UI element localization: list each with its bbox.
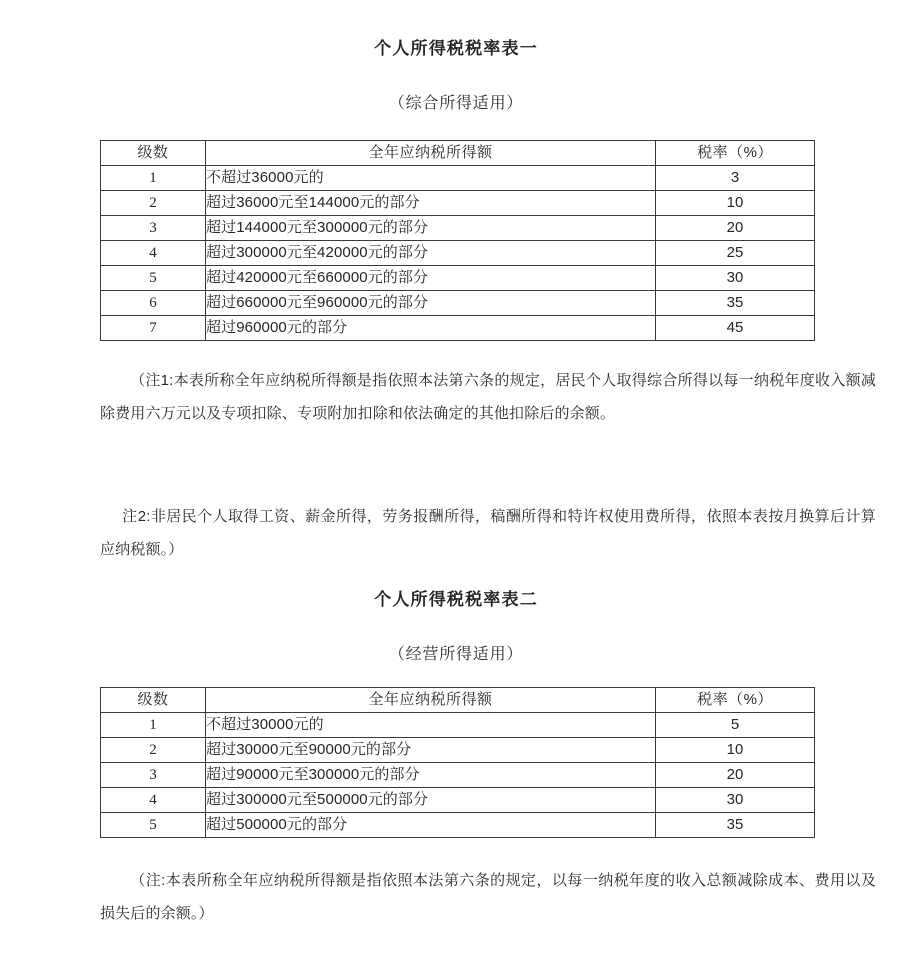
column-header-tax-rate: 税率（%） <box>656 141 815 166</box>
table-row <box>101 788 815 813</box>
table-row <box>101 713 815 738</box>
cell-tax-rate: 30 <box>656 788 815 813</box>
cell-level: 2 <box>101 191 206 216</box>
page-title-table-two: 个人所得税税率表二 <box>374 590 538 609</box>
page-subtitle-table-one: （综合所得适用） <box>388 95 524 112</box>
tax-rate-table-one <box>100 140 815 341</box>
cell-tax-rate: 30 <box>656 266 815 291</box>
cell-taxable-income: 超过144000元至300000元的部分 <box>206 216 656 241</box>
cell-tax-rate: 5 <box>656 713 815 738</box>
cell-tax-rate: 45 <box>656 316 815 341</box>
table-one-header <box>101 141 815 166</box>
note-one-text: （注1:本表所称全年应纳税所得额是指依照本法第六条的规定，居民个人取得综合所得以每一纳税年度收入额减除费用六万元以及专项扣除、专项附加扣除和依法确定的其他扣除后的余额。 <box>100 372 876 422</box>
page-title-table-one: 个人所得税税率表一 <box>374 39 538 58</box>
cell-taxable-income: 不超过36000元的 <box>206 166 656 191</box>
cell-level: 5 <box>101 266 206 291</box>
column-header-taxable-income: 全年应纳税所得额 <box>206 141 656 166</box>
table-row <box>101 266 815 291</box>
table-row <box>101 216 815 241</box>
table-row <box>101 291 815 316</box>
table-row <box>101 813 815 838</box>
table-header-row <box>101 688 815 713</box>
cell-taxable-income: 超过500000元的部分 <box>206 813 656 838</box>
cell-taxable-income: 不超过30000元的 <box>206 713 656 738</box>
cell-tax-rate: 10 <box>656 738 815 763</box>
table-row <box>101 241 815 266</box>
column-header-taxable-income: 全年应纳税所得额 <box>206 688 656 713</box>
table-header-row <box>101 141 815 166</box>
table-row <box>101 763 815 788</box>
cell-level: 4 <box>101 241 206 266</box>
cell-tax-rate: 10 <box>656 191 815 216</box>
cell-taxable-income: 超过30000元至90000元的部分 <box>206 738 656 763</box>
cell-taxable-income: 超过300000元至420000元的部分 <box>206 241 656 266</box>
cell-tax-rate: 3 <box>656 166 815 191</box>
cell-taxable-income: 超过420000元至660000元的部分 <box>206 266 656 291</box>
tax-rate-table-two <box>100 687 815 838</box>
cell-taxable-income: 超过300000元至500000元的部分 <box>206 788 656 813</box>
column-header-tax-rate: 税率（%） <box>656 688 815 713</box>
cell-level: 1 <box>101 713 206 738</box>
cell-level: 2 <box>101 738 206 763</box>
column-header-level: 级数 <box>101 141 206 166</box>
cell-level: 4 <box>101 788 206 813</box>
note-two-text: 注2:非居民个人取得工资、薪金所得，劳务报酬所得，稿酬所得和特许权使用费所得，依照本表按月换算后计算应纳税额。） <box>100 508 876 558</box>
table-two-header <box>101 688 815 713</box>
page-subtitle-table-two: （经营所得适用） <box>388 646 524 663</box>
cell-tax-rate: 35 <box>656 291 815 316</box>
note-one-paragraph <box>100 364 876 430</box>
note-three-paragraph <box>100 864 876 930</box>
cell-level: 1 <box>101 166 206 191</box>
cell-level: 5 <box>101 813 206 838</box>
table-row <box>101 191 815 216</box>
column-header-level: 级数 <box>101 688 206 713</box>
cell-tax-rate: 25 <box>656 241 815 266</box>
cell-level: 3 <box>101 216 206 241</box>
cell-taxable-income: 超过36000元至144000元的部分 <box>206 191 656 216</box>
table-one-body <box>101 166 815 341</box>
cell-level: 7 <box>101 316 206 341</box>
cell-taxable-income: 超过90000元至300000元的部分 <box>206 763 656 788</box>
table-row <box>101 166 815 191</box>
cell-level: 6 <box>101 291 206 316</box>
cell-tax-rate: 20 <box>656 763 815 788</box>
cell-taxable-income: 超过960000元的部分 <box>206 316 656 341</box>
table-row <box>101 738 815 763</box>
cell-level: 3 <box>101 763 206 788</box>
cell-tax-rate: 20 <box>656 216 815 241</box>
table-two-body <box>101 713 815 838</box>
cell-tax-rate: 35 <box>656 813 815 838</box>
note-two-paragraph <box>100 500 876 566</box>
table-row <box>101 316 815 341</box>
cell-taxable-income: 超过660000元至960000元的部分 <box>206 291 656 316</box>
note-three-text: （注:本表所称全年应纳税所得额是指依照本法第六条的规定，以每一纳税年度的收入总额减除成本、费用以及损失后的余额。） <box>100 872 876 922</box>
